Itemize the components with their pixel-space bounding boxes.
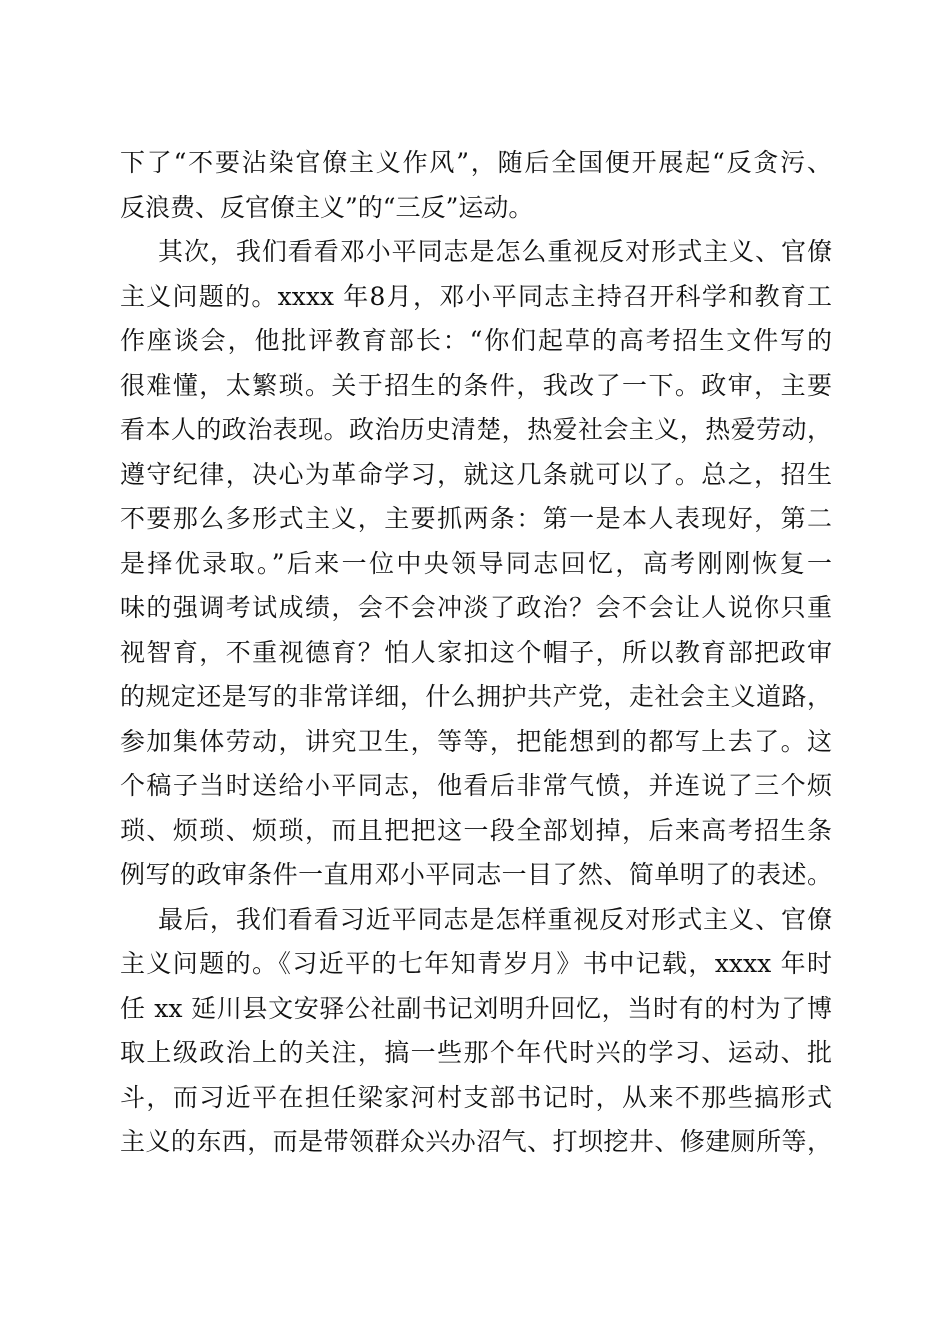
text-line: 参加集体劳动，讲究卫生，等等，把能想到的都写上去了。这 (120, 726, 832, 756)
text-line: 下了“不要沾染官僚主义作风”，随后全国便开展起“反贪污、 (120, 148, 832, 177)
text-line: 主义问题的。xxxx 年8月，邓小平同志主持召开科学和教育工 (120, 281, 832, 311)
text-line: 的规定还是写的非常详细，什么拥护共产党，走社会主义道路， (120, 682, 832, 711)
text-line: 反浪费、反官僚主义”的“三反”运动。 (120, 192, 534, 222)
text-line: 味的强调考试成绩，会不会冲淡了政治？会不会让人说你只重 (120, 593, 832, 622)
text-line: 是择优录取。”后来一位中央领导同志回忆，高考刚刚恢复一 (120, 548, 832, 578)
paragraph-start-line: 其次，我们看看邓小平同志是怎么重视反对形式主义、官僚 (158, 237, 832, 266)
text-line: 取上级政治上的关注，搞一些那个年代时兴的学习、运动、批 (120, 1038, 832, 1067)
text-line: 个稿子当时送给小平同志，他看后非常气愤，并连说了三个烦 (120, 771, 832, 800)
text-line: 很难懂，太繁琐。关于招生的条件，我改了一下。政审，主要 (120, 370, 832, 400)
text-line: 斗，而习近平在担任梁家河村支部书记时，从来不那些搞形式 (120, 1082, 832, 1112)
text-line: 视智育，不重视德育？怕人家扣这个帽子，所以教育部把政审 (120, 637, 832, 667)
body-text (120, 141, 832, 1165)
text-line: 主义的东西，而是带领群众兴办沼气、打坝挖井、修建厕所等， (120, 1127, 832, 1156)
text-line: 任 xx 延川县文安驿公社副书记刘明升回忆，当时有的村为了博 (120, 993, 832, 1023)
paragraph-start-line: 最后，我们看看习近平同志是怎样重视反对形式主义、官僚 (158, 904, 832, 934)
text-line: 不要那么多形式主义，主要抓两条：第一是本人表现好，第二 (120, 504, 832, 533)
text-line: 遵守纪律，决心为革命学习，就这几条就可以了。总之，招生 (120, 459, 832, 489)
text-line: 看本人的政治表现。政治历史清楚，热爱社会主义，热爱劳动， (120, 415, 832, 444)
text-line: 主义问题的。《习近平的七年知青岁月》书中记载，xxxx 年时 (120, 949, 832, 978)
text-line: 例写的政审条件一直用邓小平同志一目了然、简单明了的表述。 (120, 860, 832, 889)
text-line: 琐、烦琐、烦琐，而且把把这一段全部划掉，后来高考招生条 (120, 815, 832, 845)
text-line: 作座谈会，他批评教育部长：“你们起草的高考招生文件写的 (120, 326, 832, 355)
